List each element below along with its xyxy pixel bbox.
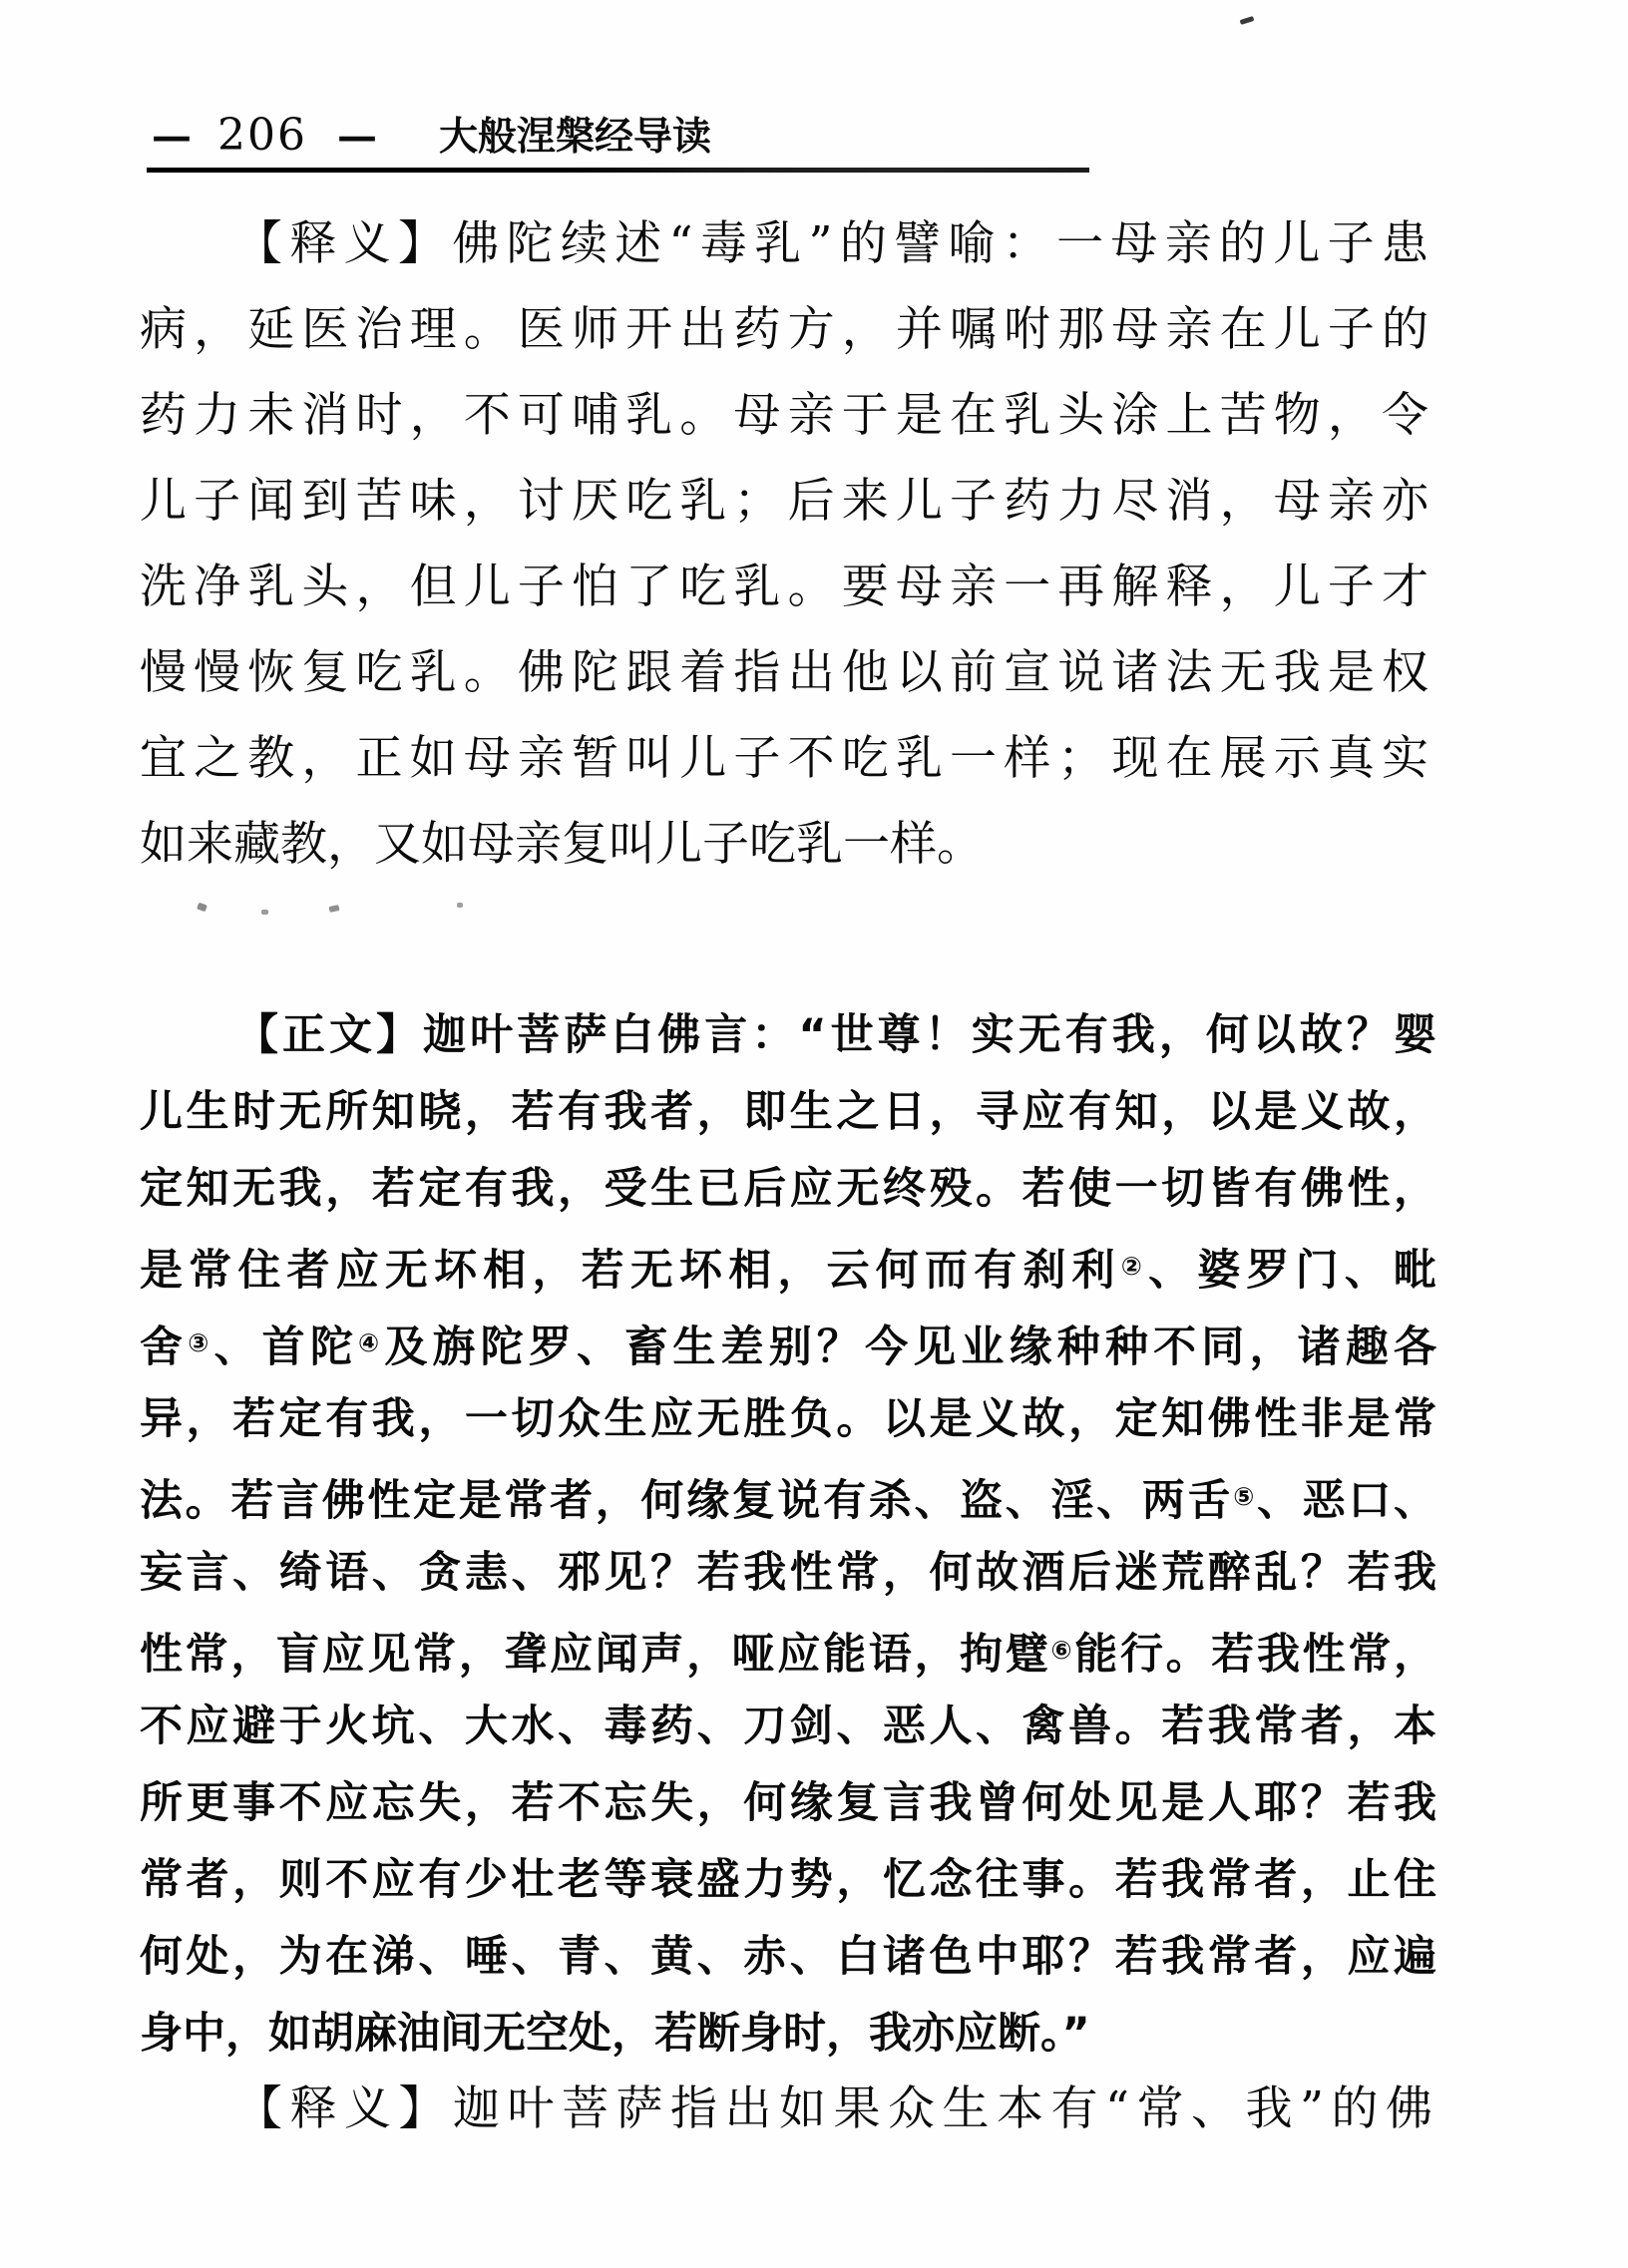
text-line: 定知无我，若定有我，受生已后应无终殁。若使一切皆有佛性， [140, 1164, 1436, 1214]
text-line: 法。若言佛性定是常者，何缘复说有杀、盗、淫、两舌⑤、恶口、 [140, 1476, 1436, 1526]
text-line: 所更事不应忘失，若不忘失，何缘复言我曾何处见是人耶？若我 [140, 1778, 1436, 1828]
text-line: 何处，为在涕、唾、青、黄、赤、白诸色中耶？若我常者，应遍 [140, 1932, 1436, 1982]
paragraph-shiyi-2 [140, 2067, 1432, 2152]
text-line: 儿生时无所知晓，若有我者，即生之日，寻应有知，以是义故， [140, 1087, 1436, 1137]
header-rule [147, 168, 1089, 173]
text-line: 不应避于火坑、大水、毒药、刀剑、恶人、禽兽。若我常者，本 [140, 1701, 1436, 1751]
scan-artifact [197, 903, 207, 913]
paragraph-shiyi-1 [140, 201, 1428, 888]
text-line: 宜之教，正如母亲暂叫儿子不吃乳一样；现在展示真实 [140, 731, 1428, 786]
header-dash-left: — [152, 113, 192, 160]
text-line: 【正文】迦叶菩萨白佛言：“世尊！实无有我，何以故？婴 [235, 1010, 1436, 1060]
scan-artifact [261, 910, 268, 915]
scan-artifact [1240, 16, 1255, 25]
text-line: 舍③、首陀④及旃陀罗、畜生差别？今见业缘种种不同，诸趣各 [140, 1323, 1436, 1372]
text-line: 如来藏教，又如母亲复叫儿子吃乳一样。 [140, 817, 984, 872]
text-line: 洗净乳头，但儿子怕了吃乳。要母亲一再解释，儿子才 [140, 560, 1428, 614]
header-dash-right: — [336, 113, 377, 160]
text-line: 【释义】佛陀续述“毒乳”的譬喻：一母亲的儿子患 [235, 216, 1428, 271]
scan-artifact [328, 905, 339, 913]
paragraph-zhengwen [140, 997, 1436, 2073]
text-line: 病，延医治理。医师开出药方，并嘱咐那母亲在儿子的 [140, 302, 1428, 357]
text-line: 身中，如胡麻油间无空处，若断身时，我亦应断。” [140, 2009, 1090, 2059]
text-line: 药力未消时，不可哺乳。母亲于是在乳头涂上苦物，令 [140, 388, 1428, 443]
page-header [152, 112, 711, 161]
text-line: 性常，盲应见常，聋应闻声，哑应能语，拘躄⑥能行。若我性常， [140, 1630, 1436, 1680]
text-line: 常者，则不应有少壮老等衰盛力势，忆念往事。若我常者，止住 [140, 1855, 1436, 1905]
text-line: 是常住者应无坏相，若无坏相，云何而有刹利②、婆罗门、毗 [140, 1246, 1436, 1296]
text-line: 【释义】迦叶菩萨指出如果众生本有“常、我”的佛 [235, 2081, 1432, 2136]
scan-artifact [457, 903, 463, 908]
text-line: 异，若定有我，一切众生应无胜负。以是义故，定知佛性非是常 [140, 1394, 1436, 1444]
text-line: 儿子闻到苦味，讨厌吃乳；后来儿子药力尽消，母亲亦 [140, 474, 1428, 529]
text-line: 妄言、绮语、贪恚、邪见？若我性常，何故酒后迷荒醉乱？若我 [140, 1548, 1436, 1598]
text-line: 慢慢恢复吃乳。佛陀跟着指出他以前宣说诸法无我是权 [140, 645, 1428, 700]
page-number: 206 [217, 110, 307, 161]
book-title: 大般涅槃经导读 [438, 114, 711, 160]
